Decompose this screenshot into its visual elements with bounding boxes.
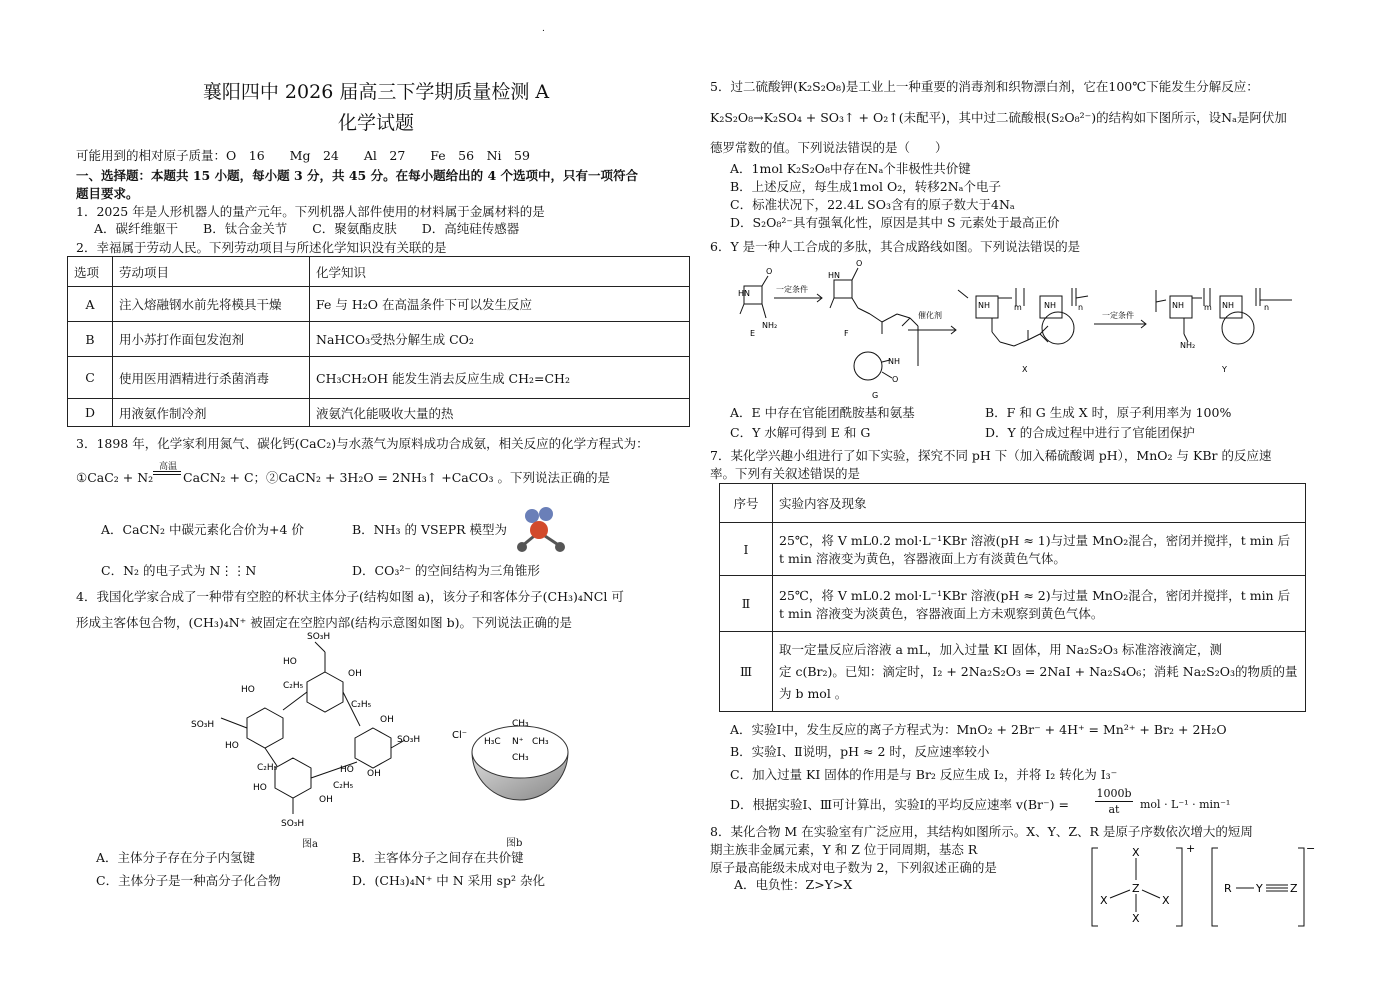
figure-b-host-guest xyxy=(450,712,590,822)
nh-label: NH xyxy=(1172,301,1184,310)
q3-option-c: C．N₂ 的电子式为 N⋮⋮N xyxy=(101,563,257,578)
oh-label: OH xyxy=(367,769,381,779)
c2h5-label: C₂H₅ xyxy=(257,763,278,773)
ho-label: HO xyxy=(225,741,239,751)
fraction-denominator: at xyxy=(1108,803,1120,816)
cell-line: t min 溶液变为淡黄色，容器液面上方未观察到黄色气体。 xyxy=(779,605,1104,621)
q3-condition: 高温 xyxy=(158,462,177,472)
nh2-label: NH₂ xyxy=(762,321,778,330)
oh-label: OH xyxy=(348,669,362,679)
q3-option-a: A．CaCN₂ 中碳元素化合价为+4 价 xyxy=(101,522,304,537)
G-label: G xyxy=(872,391,879,400)
X-label: X xyxy=(1022,365,1028,374)
nh-label: HN xyxy=(828,271,840,280)
rate-fraction xyxy=(1095,786,1133,817)
q6-synthesis-route xyxy=(732,256,1317,402)
z-atom: Z xyxy=(1132,882,1140,895)
q3-option-d: D．CO₃²⁻ 的空间结构为三角锥形 xyxy=(352,563,540,578)
q2-header-knowledge: 化学知识 xyxy=(310,257,690,287)
chloride-label: Cl⁻ xyxy=(452,730,468,741)
table-row: Ⅲ xyxy=(720,632,773,712)
q2-header-option: 选项 xyxy=(68,257,113,287)
section1-heading: 一、选择题：本题共 15 小题，每小题 3 分，共 45 分。在每小题给出的 4 个选项中，只有一项符合 xyxy=(76,168,639,183)
table-cell: NaHCO₃受热分解生成 CO₂ xyxy=(310,322,690,357)
c2h5-label: C₂H₅ xyxy=(351,700,372,710)
q7-header-id: 序号 xyxy=(720,484,773,523)
x-atom: X xyxy=(1132,912,1140,925)
q4-option-d: D．(CH₃)₄N⁺ 中 N 采用 sp² 杂化 xyxy=(352,873,546,888)
o-label: O xyxy=(856,259,863,268)
ho-label: HO xyxy=(283,657,297,667)
nh-label: NH xyxy=(1222,301,1234,310)
plus-charge: + xyxy=(1186,842,1196,855)
m-label: m xyxy=(1204,303,1212,312)
q7-header-content: 实验内容及现象 xyxy=(773,484,1306,523)
Y-label: Y xyxy=(1222,365,1227,374)
figure-a-caption: 图a xyxy=(302,839,318,850)
q4-option-a: A．主体分子存在分子内氢键 xyxy=(96,850,256,865)
nh-label: NH xyxy=(978,301,990,310)
n-label: n xyxy=(1078,303,1084,312)
x-atom: X xyxy=(1162,894,1170,907)
so3h-label: SO₃H xyxy=(397,735,421,745)
hydrogen-atom xyxy=(555,542,565,552)
section1-heading-cont: 题目要求。 xyxy=(76,186,139,201)
o-label: O xyxy=(892,375,899,384)
cell-line: 25℃，将 V mL0.2 mol·L⁻¹KBr 溶液(pH ≈ 2)与过量 MnO₂混合，密闭并搅拌，t min 后 xyxy=(779,587,1291,603)
q3-equation-right: CaCN₂ + C；②CaCN₂ + 3H₂O = 2NH₃↑ +CaCO₃ 。下列说法正确的是 xyxy=(183,470,611,485)
minus-charge: − xyxy=(1306,842,1316,855)
q5-stem-cont: K₂S₂O₈→K₂SO₄ + SO₃↑ + O₂↑(未配平)，其中过二硫酸根(S₂O₈²⁻)的结构如下图所示，设Nₐ是阿伏加 xyxy=(710,110,1287,125)
exam-subtitle: 化学试题 xyxy=(337,112,414,134)
table-row: Ⅱ xyxy=(720,576,773,632)
table-row: D xyxy=(68,399,113,427)
q7-option-b: B．实验Ⅰ、Ⅱ说明，pH ≈ 2 时，反应速率较小 xyxy=(730,744,990,759)
c2h5-label: C₂H₅ xyxy=(283,681,304,691)
h3c-label: H₃C xyxy=(484,737,501,747)
q8-structure xyxy=(1088,842,1318,932)
q3-equation-left: ①CaC₂ + N₂ xyxy=(76,470,154,485)
q5-option-b: B．上述反应，每生成1mol O₂，转移2Nₐ个电子 xyxy=(730,179,1001,194)
table-cell: CH₃CH₂OH 能发生消去反应生成 CH₂=CH₂ xyxy=(310,357,690,399)
cell-line: 为 b mol 。 xyxy=(779,685,848,701)
q3-stem: 3．1898 年，化学家利用氮气、碳化钙(CaC₂)与水蒸气为原料成功合成氨，相关反应的化学方程式为： xyxy=(76,436,649,451)
nh3-vsepr-model xyxy=(510,502,570,554)
r-atom: R xyxy=(1224,882,1232,895)
hydrogen-atom xyxy=(517,542,527,552)
lone-pair-lobe xyxy=(539,507,553,521)
q4-option-b: B．主客体分子之间存在共价键 xyxy=(352,850,524,865)
cell-line: t min 溶液变为黄色，容器液面上方有淡黄色气体。 xyxy=(779,551,1066,566)
ho-label: HO xyxy=(253,783,267,793)
figure-a-host-molecule xyxy=(185,630,430,850)
q2-header-task: 劳动项目 xyxy=(113,257,310,287)
q6-option-c: C．Y 水解可得到 E 和 G xyxy=(730,425,871,440)
q5-option-a: A．1mol K₂S₂O₈中存在Nₐ个非极性共价键 xyxy=(730,161,971,176)
q7-stem-cont: 率。下列有关叙述错误的是 xyxy=(710,466,861,481)
ch3-label: CH₃ xyxy=(532,737,549,747)
table-row: C xyxy=(68,357,113,399)
x-atom: X xyxy=(1132,846,1140,859)
page-dot: . xyxy=(542,24,545,34)
q3-option-b: B．NH₃ 的 VSEPR 模型为 xyxy=(352,522,507,537)
c2h5-label: C₂H₅ xyxy=(333,781,354,791)
q1-stem: 1．2025 年是人形机器人的量产元年。下列机器人部件使用的材料属于金属材料的是 xyxy=(76,204,545,219)
table-cell: 使用医用酒精进行杀菌消毒 xyxy=(113,357,310,399)
q4-stem: 4．我国化学家合成了一种带有空腔的杯状主体分子(结构如图 a)，该分子和客体分子(CH₃)₄NCl 可 xyxy=(76,589,624,604)
q1-options: A．碳纤维躯干 B．钛合金关节 C．聚氨酯皮肤 D．高纯硅传感器 xyxy=(94,221,520,236)
q5-option-d: D．S₂O₈²⁻具有强氧化性，原因是其中 S 元素处于最高正价 xyxy=(730,215,1060,230)
y-atom: Y xyxy=(1256,882,1263,895)
q2-table xyxy=(67,256,690,427)
exam-title: 襄阳四中 2026 届高三下学期质量检测 A xyxy=(202,81,550,103)
table-row: Ⅰ xyxy=(720,523,773,576)
table-cell: 用小苏打作面包发泡剂 xyxy=(113,322,310,357)
figure-b-caption: 图b xyxy=(506,838,523,849)
oh-label: OH xyxy=(380,715,394,725)
n-label: n xyxy=(1264,303,1270,312)
so3h-label: SO₃H xyxy=(307,632,331,642)
condition-3: 一定条件 xyxy=(1102,311,1134,320)
nh-label: HN xyxy=(738,289,750,298)
cell-line: 取一定量反应后溶液 a mL，加入过量 KI 固体，用 Na₂S₂O₃ 标准溶液滴定，测 xyxy=(779,641,1222,657)
condition-2: 催化剂 xyxy=(918,311,942,320)
q8-stem: 8．某化合物 M 在实验室有广泛应用，其结构如图所示。X、Y、Z、R 是原子序数依次增大的短周 xyxy=(710,824,1253,839)
q6-option-a: A．E 中存在官能团酰胺基和氨基 xyxy=(730,405,915,420)
q8-option-a: A．电负性：Z>Y>X xyxy=(734,877,853,892)
table-cell xyxy=(773,632,1306,712)
condition-1: 一定条件 xyxy=(776,285,808,294)
rate-unit: mol · L⁻¹ · min⁻¹ xyxy=(1140,798,1231,811)
o-label: O xyxy=(766,267,773,276)
nh-label: NH xyxy=(1044,301,1056,310)
ho-label: HO xyxy=(340,765,354,775)
q3-equals-sign xyxy=(153,471,181,475)
q4-stem-cont: 形成主客体包合物，(CH₃)₄N⁺ 被固定在空腔内部(结构示意图如图 b)。下列说法正确的是 xyxy=(76,615,572,630)
q7-option-a: A．实验Ⅰ中，发生反应的离子方程式为：MnO₂ + 2Br⁻ + 4H⁺ = Mn²⁺ + Br₂ + 2H₂O xyxy=(730,722,1227,737)
q2-stem: 2．幸福属于劳动人民。下列劳动项目与所述化学知识没有关联的是 xyxy=(76,240,447,255)
table-row: A xyxy=(68,287,113,322)
m-label: m xyxy=(1014,303,1022,312)
ch3-label: CH₃ xyxy=(512,753,529,763)
table-cell xyxy=(773,576,1306,632)
nitrogen-atom xyxy=(530,521,548,539)
n-plus-label: N⁺ xyxy=(512,737,524,747)
q5-stem: 5．过二硫酸钾(K₂S₂O₈)是工业上一种重要的消毒剂和织物漂白剂，它在100℃下能发生分解反应： xyxy=(710,79,1259,94)
table-cell: 液氨汽化能吸收大量的热 xyxy=(310,399,690,427)
cell-line: 定 c(Br₂)。已知：滴定时，I₂ + 2Na₂S₂O₃ = 2NaI + Na₂S₄O₆；消耗 Na₂S₂O₃的物质的量 xyxy=(779,663,1298,679)
oh-label: OH xyxy=(319,795,333,805)
q6-option-b: B．F 和 G 生成 X 时，原子利用率为 100% xyxy=(985,405,1232,420)
table-row: B xyxy=(68,322,113,357)
F-label: F xyxy=(844,329,849,338)
q5-option-c: C．标准状况下，22.4L SO₃含有的原子数大于4Nₐ xyxy=(730,197,1015,212)
nh-label: NH xyxy=(888,357,900,366)
table-cell: 用液氨作制冷剂 xyxy=(113,399,310,427)
q6-stem: 6．Y 是一种人工合成的多肽，其合成路线如图。下列说法错误的是 xyxy=(710,239,1081,254)
q7-table xyxy=(719,483,1306,712)
so3h-label: SO₃H xyxy=(191,720,215,730)
table-cell: Fe 与 H₂O 在高温条件下可以发生反应 xyxy=(310,287,690,322)
table-cell xyxy=(773,523,1306,576)
atomic-masses: 可能用到的相对原子质量：O 16 Mg 24 Al 27 Fe 56 Ni 59 xyxy=(76,148,530,163)
z-atom: Z xyxy=(1290,882,1298,895)
table-cell: 注入熔融钢水前先将模具干燥 xyxy=(113,287,310,322)
so3h-label: SO₃H xyxy=(281,819,305,829)
ho-label: HO xyxy=(241,685,255,695)
x-atom: X xyxy=(1100,894,1108,907)
lone-pair-lobe xyxy=(525,509,539,523)
q4-option-c: C．主体分子是一种高分子化合物 xyxy=(96,873,281,888)
ch3-label: CH₃ xyxy=(512,719,529,729)
q7-option-c: C．加入过量 KI 固体的作用是与 Br₂ 反应生成 I₂，并将 I₂ 转化为 I₃⁻ xyxy=(730,767,1118,782)
E-label: E xyxy=(750,329,756,338)
q8-stem-end: 原子最高能级未成对电子数为 2，下列叙述正确的是 xyxy=(710,860,997,875)
fraction-numerator: 1000b xyxy=(1096,787,1132,800)
nh2-label: NH₂ xyxy=(1180,341,1196,350)
q5-stem-end: 德罗常数的值。下列说法错误的是（ ） xyxy=(710,140,948,155)
q6-option-d: D．Y 的合成过程中进行了官能团保护 xyxy=(985,425,1195,440)
cell-line: 25℃，将 V mL0.2 mol·L⁻¹KBr 溶液(pH ≈ 1)与过量 MnO₂混合，密闭并搅拌，t min 后 xyxy=(779,533,1291,548)
q8-stem-cont: 期主族非金属元素，Y 和 Z 位于同周期，基态 R xyxy=(710,842,978,857)
q7-stem: 7．某化学兴趣小组进行了如下实验，探究不同 pH 下（加入稀硫酸调 pH），MnO₂ 与 KBr 的反应速 xyxy=(710,448,1272,463)
q7-option-d: D．根据实验Ⅰ、Ⅲ可计算出，实验Ⅰ的平均反应速率 v(Br⁻) = xyxy=(730,797,1069,812)
